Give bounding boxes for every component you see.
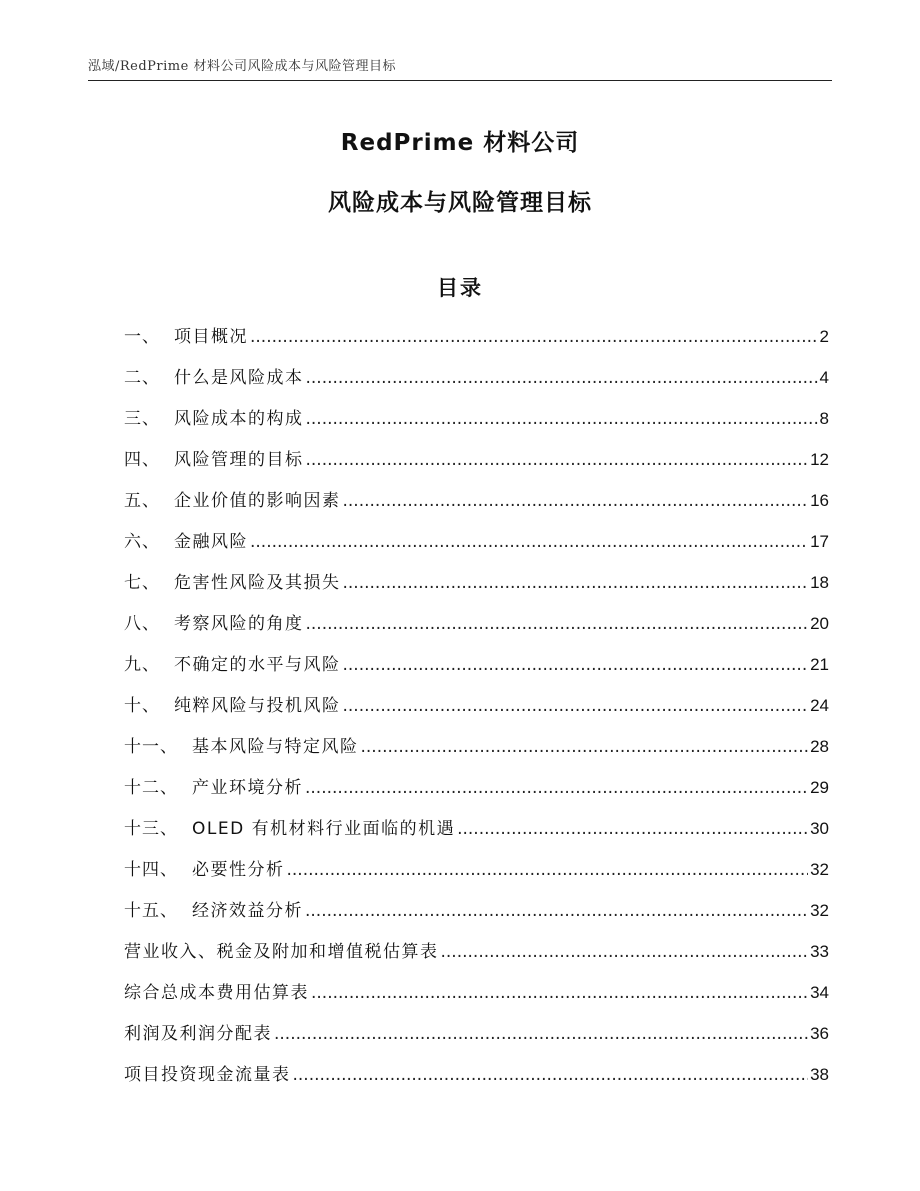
toc-entry-label: 综合总成本费用估算表 [124,983,309,1003]
toc-entry-page: 12 [810,450,829,469]
company-title: RedPrime 材料公司 [340,130,580,156]
dot-leader [306,404,818,434]
toc-entry-label: 产业环境分析 [192,778,303,798]
toc-entry[interactable] [124,732,829,773]
toc-entry-label: 项目概况 [174,327,248,347]
dot-leader [361,732,809,762]
toc-entry-label: 危害性风险及其损失 [174,573,341,593]
dot-leader [343,691,809,721]
dot-leader [305,773,808,803]
toc-entry[interactable] [124,322,829,363]
toc-entry-label: 风险管理的目标 [174,450,304,470]
toc-entry-number: 六、 [124,532,160,552]
toc-entry-number: 五、 [124,491,160,511]
dot-leader [305,896,808,926]
toc-entry-page: 21 [810,655,829,674]
toc-entry[interactable] [124,609,829,650]
toc-entry-page: 28 [810,737,829,756]
toc-entry-number: 九、 [124,655,160,675]
toc-entry[interactable] [124,855,829,896]
header-divider [88,80,832,81]
toc-entry-number: 十四、 [124,860,178,880]
toc-entry-number: 一、 [124,327,160,347]
toc-entry[interactable] [124,1019,829,1060]
toc-entry[interactable] [124,486,829,527]
toc-entry-label: 项目投资现金流量表 [124,1065,291,1085]
dot-leader [306,609,809,639]
dot-leader [311,978,808,1008]
toc-entry-page: 32 [810,901,829,920]
dot-leader [287,855,809,885]
toc-entry-page: 20 [810,614,829,633]
dot-leader [306,363,818,393]
toc-entry-number: 十二、 [124,778,178,798]
toc-entry[interactable] [124,937,829,978]
toc-entry-number: 七、 [124,573,160,593]
toc-entry-page: 38 [810,1065,829,1084]
toc-entry-label: 企业价值的影响因素 [174,491,341,511]
toc-entry-number: 十三、 [124,819,178,839]
toc-entry-number: 二、 [124,368,160,388]
toc-entry-number: 三、 [124,409,160,429]
toc-entry-label: 营业收入、税金及附加和增值税估算表 [124,942,439,962]
toc-entry-page: 34 [810,983,829,1002]
toc-entry[interactable] [124,1060,829,1101]
toc-entry-page: 24 [810,696,829,715]
toc-entry-page: 33 [810,942,829,961]
toc-entry-label: 风险成本的构成 [174,409,304,429]
toc-entry-page: 36 [810,1024,829,1043]
toc-entry-label: 什么是风险成本 [174,368,304,388]
toc-entry-label: 纯粹风险与投机风险 [174,696,341,716]
table-of-contents [124,322,829,1101]
document-title: 风险成本与风险管理目标 [328,190,592,216]
toc-entry-number: 十、 [124,696,160,716]
toc-entry-label: 考察风险的角度 [174,614,304,634]
dot-leader [343,650,809,680]
toc-entry[interactable] [124,896,829,937]
dot-leader [457,814,808,844]
dot-leader [343,568,809,598]
toc-entry-page: 4 [819,368,829,387]
toc-entry-page: 17 [810,532,829,551]
toc-entry-label: 利润及利润分配表 [124,1024,272,1044]
toc-entry-label: 必要性分析 [192,860,285,880]
toc-entry-label: OLED 有机材料行业面临的机遇 [192,819,456,839]
toc-entry[interactable] [124,814,829,855]
toc-entry-number: 四、 [124,450,160,470]
toc-entry-page: 29 [810,778,829,797]
toc-entry-label: 不确定的水平与风险 [174,655,341,675]
toc-entry-label: 基本风险与特定风险 [192,737,359,757]
toc-entry[interactable] [124,404,829,445]
toc-entry-number: 十一、 [124,737,178,757]
toc-entry[interactable] [124,773,829,814]
toc-heading: 目录 [437,276,483,300]
dot-leader [274,1019,808,1049]
dot-leader [306,445,809,475]
toc-entry-label: 金融风险 [174,532,248,552]
toc-entry[interactable] [124,527,829,568]
toc-entry-number: 八、 [124,614,160,634]
toc-entry[interactable] [124,445,829,486]
toc-entry-number: 十五、 [124,901,178,921]
toc-entry-page: 30 [810,819,829,838]
dot-leader [293,1060,809,1090]
toc-entry[interactable] [124,650,829,691]
toc-entry[interactable] [124,363,829,404]
dot-leader [343,486,809,516]
dot-leader [441,937,809,967]
toc-entry[interactable] [124,568,829,609]
running-header: 泓域/RedPrime 材料公司风险成本与风险管理目标 [88,59,396,74]
toc-entry[interactable] [124,691,829,732]
dot-leader [250,527,808,557]
toc-entry-page: 16 [810,491,829,510]
toc-entry-page: 8 [819,409,829,428]
toc-entry-label: 经济效益分析 [192,901,303,921]
dot-leader [250,322,818,352]
toc-entry-page: 32 [810,860,829,879]
toc-entry[interactable] [124,978,829,1019]
toc-entry-page: 2 [819,327,829,346]
toc-entry-page: 18 [810,573,829,592]
